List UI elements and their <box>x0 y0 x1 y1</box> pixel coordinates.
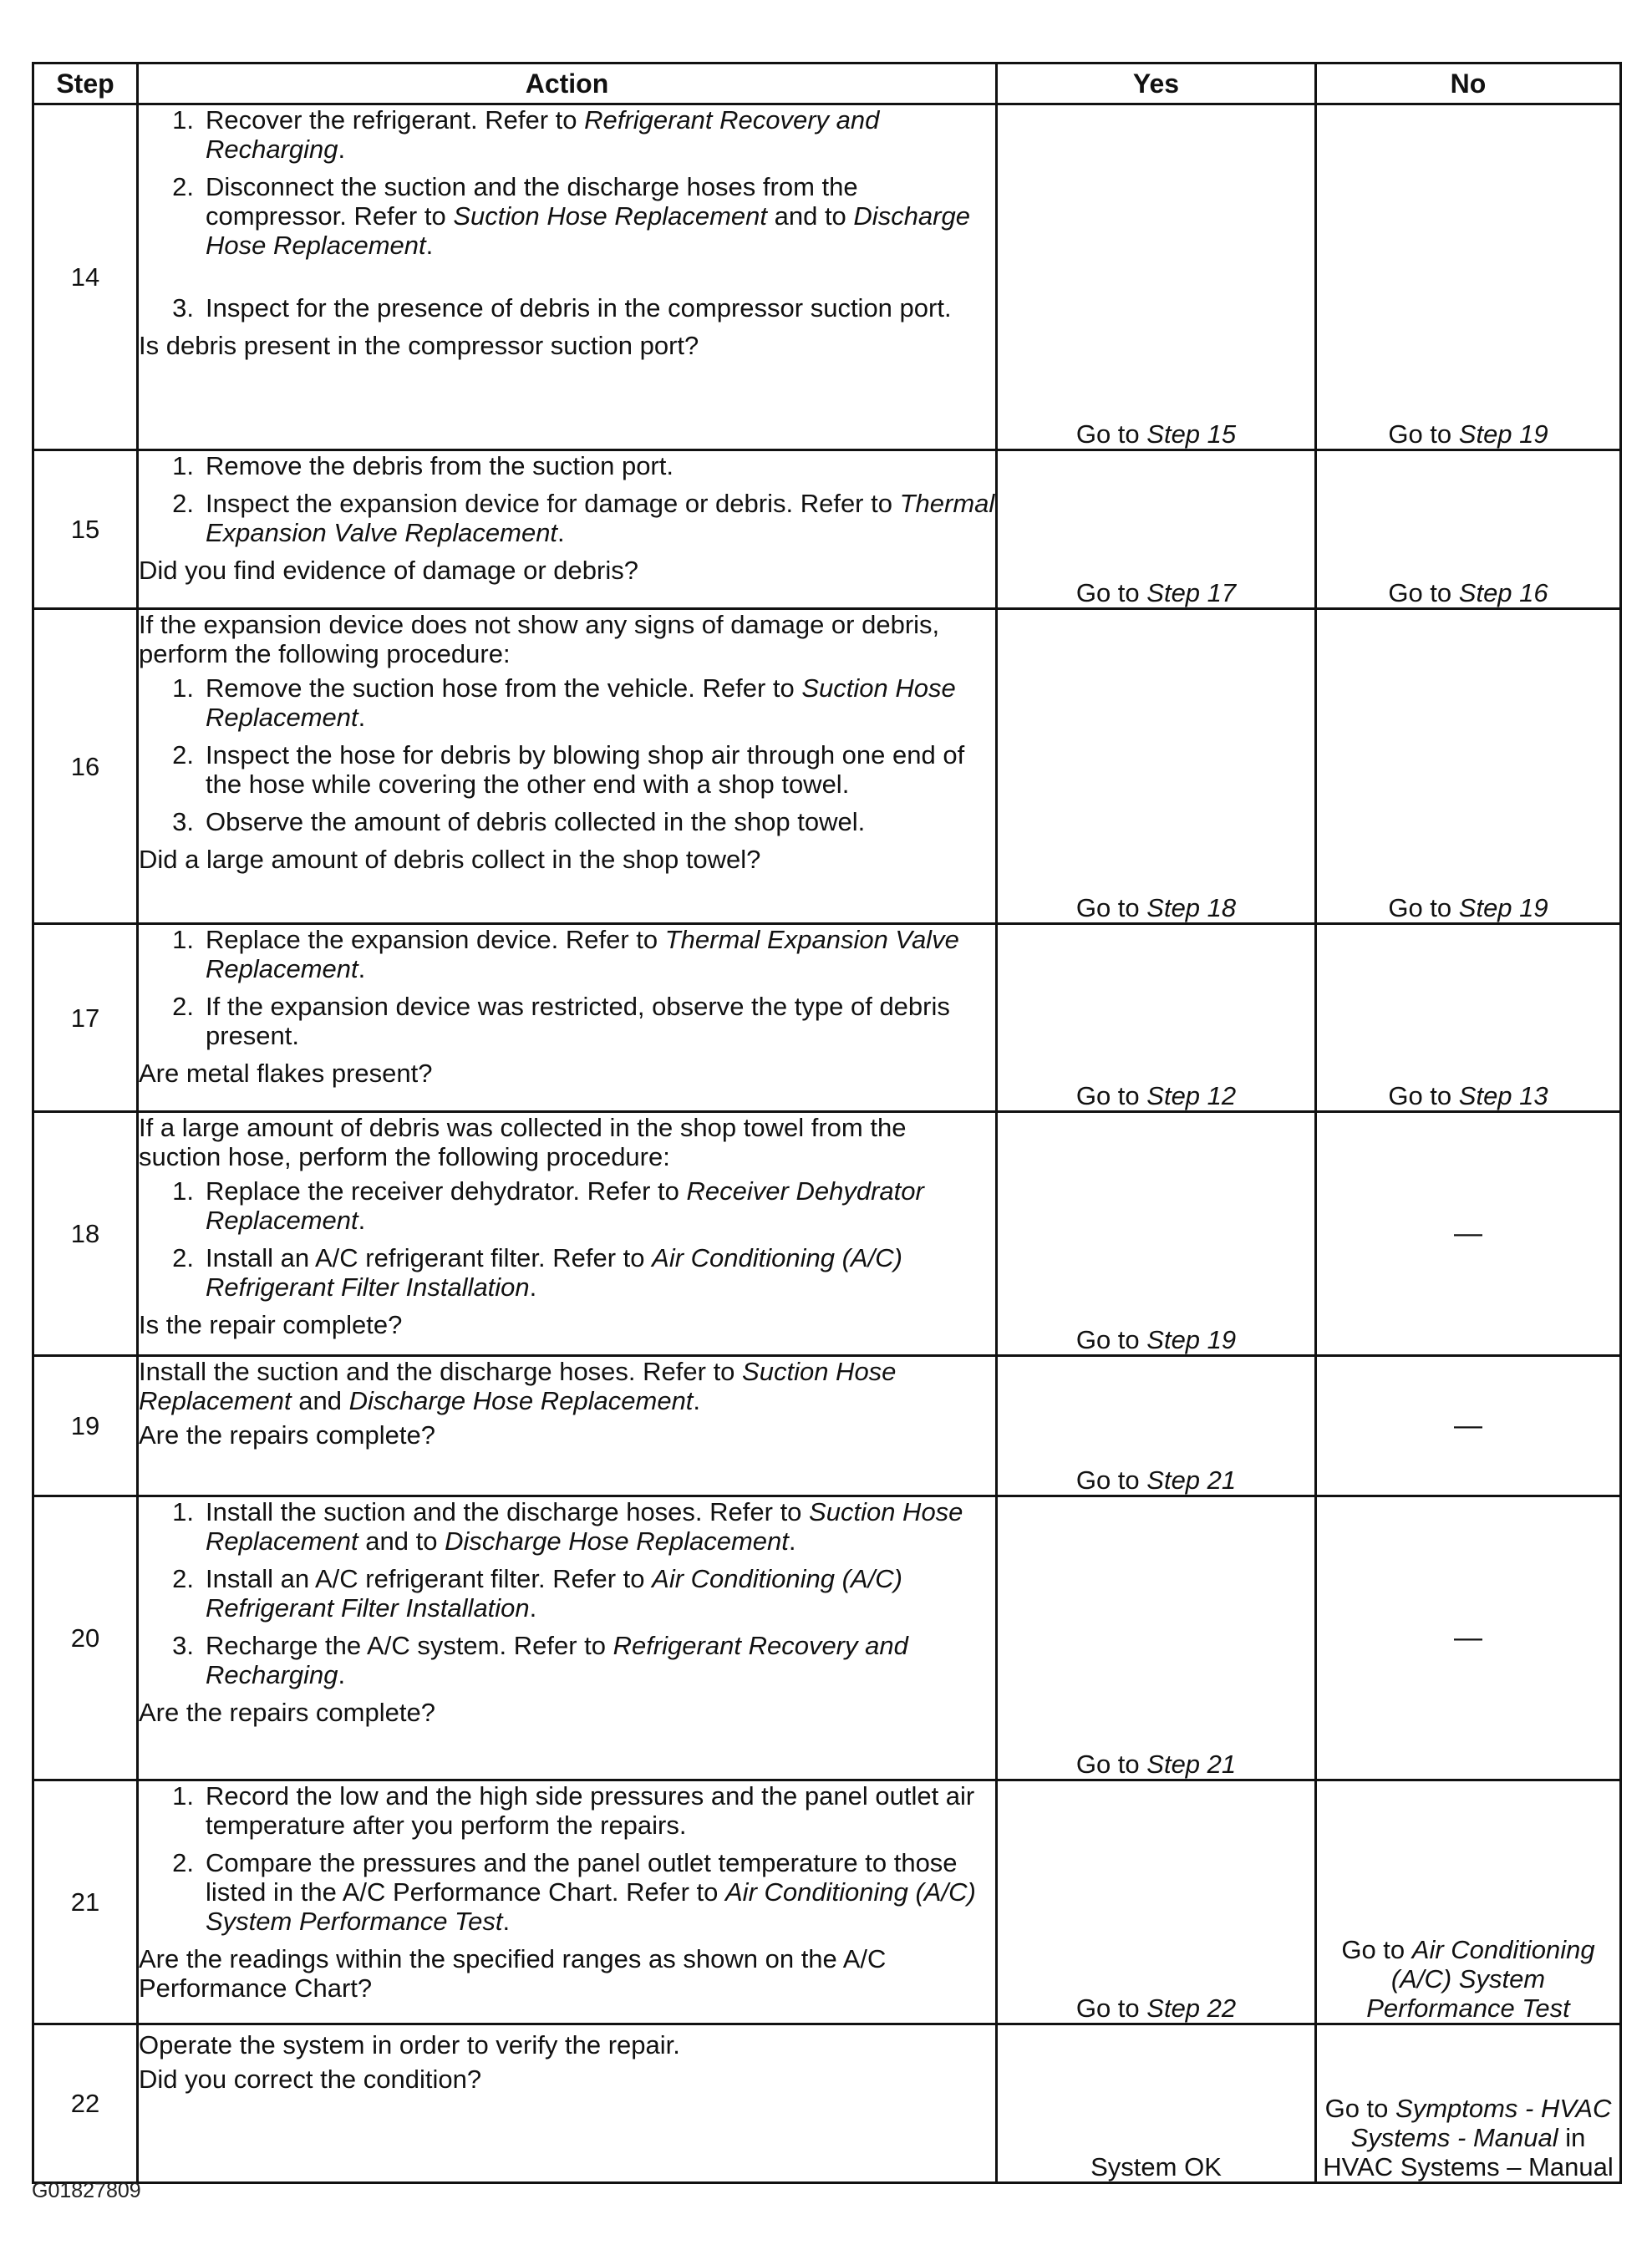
intro-text: If the expansion device does not show any signs of damage or debris, perform the following procedure: <box>139 610 940 668</box>
reference-link[interactable]: Refrigerant Recovery and Recharging <box>206 105 880 164</box>
list-item: 1. Remove the debris from the suction port. <box>172 451 674 480</box>
procedure-list <box>139 1497 995 1689</box>
step-link[interactable]: Step 18 <box>1146 893 1237 922</box>
table-row <box>33 1780 1621 2024</box>
procedure-list <box>139 105 995 323</box>
yes-cell: Go to Step 21 <box>997 1496 1316 1780</box>
header-action: Action <box>138 63 997 104</box>
step-link[interactable]: Step 13 <box>1458 1081 1548 1110</box>
list-item: 2. Inspect the hose for debris by blowing shop air through one end of the hose while covering the other end with a shop towel. <box>172 740 965 799</box>
table-row <box>33 1356 1621 1496</box>
list-item: 1. Install the suction and the discharge hoses. Refer to Suction Hose Replacement and to Discharge Hose Replacement. <box>172 1497 963 1556</box>
yes-cell: System OK <box>997 2024 1316 2183</box>
step-link[interactable]: Step 15 <box>1146 419 1237 449</box>
list-item: 1. Remove the suction hose from the vehicle. Refer to Suction Hose Replacement. <box>172 673 956 732</box>
question-text: Did you correct the condition? <box>139 2065 482 2094</box>
procedure-link[interactable]: Symptoms - HVAC Systems - Manual <box>1350 2094 1612 2152</box>
question-text: Is debris present in the compressor suction port? <box>139 331 699 360</box>
action-cell <box>138 104 997 450</box>
no-cell: Go to Step 19 <box>1316 104 1621 450</box>
step-number: 18 <box>33 1112 138 1356</box>
no-cell: — <box>1316 1496 1621 1780</box>
step-number: 16 <box>33 609 138 924</box>
procedure-list <box>139 673 995 836</box>
action-cell <box>138 1496 997 1780</box>
list-item: 1. Record the low and the high side pressures and the panel outlet air temperature after you perform the repairs. <box>172 1781 975 1840</box>
list-item: 3. Observe the amount of debris collected in the shop towel. <box>172 807 866 836</box>
question-text: Did a large amount of debris collect in the shop towel? <box>139 845 761 874</box>
table-row <box>33 1112 1621 1356</box>
yes-cell: Go to Step 17 <box>997 450 1316 609</box>
step-number: 15 <box>33 450 138 609</box>
step-link[interactable]: Step 17 <box>1146 578 1237 607</box>
step-link[interactable]: Step 19 <box>1146 1325 1237 1354</box>
reference-link[interactable]: Discharge Hose Replacement <box>445 1526 789 1556</box>
action-cell <box>138 1112 997 1356</box>
question-text: Are the repairs complete? <box>139 1420 435 1450</box>
action-cell <box>138 609 997 924</box>
list-item: 2. Install an A/C refrigerant filter. Refer to Air Conditioning (A/C) Refrigerant Filter Installation. <box>172 1564 902 1623</box>
procedure-list <box>139 451 995 547</box>
reference-link[interactable]: Thermal Expansion Valve Replacement <box>206 925 959 983</box>
reference-link[interactable]: Suction Hose Replacement <box>139 1357 897 1415</box>
header-yes: Yes <box>997 63 1316 104</box>
no-cell: — <box>1316 1112 1621 1356</box>
header-no: No <box>1316 63 1621 104</box>
step-link[interactable]: Step 19 <box>1458 419 1548 449</box>
step-number: 20 <box>33 1496 138 1780</box>
reference-link[interactable]: Air Conditioning (A/C) Refrigerant Filter Installation <box>206 1564 902 1623</box>
no-cell: Go to Symptoms - HVAC Systems - Manual in HVAC Systems – Manual <box>1316 2024 1621 2183</box>
table-row <box>33 104 1621 450</box>
procedure-list <box>139 1781 995 1936</box>
step-link[interactable]: Step 16 <box>1458 578 1548 607</box>
step-link[interactable]: Step 12 <box>1146 1081 1237 1110</box>
no-cell: — <box>1316 1356 1621 1496</box>
reference-link[interactable]: Refrigerant Recovery and Recharging <box>206 1631 908 1689</box>
reference-link[interactable]: Air Conditioning (A/C) System Performance Test <box>206 1877 976 1936</box>
table-row <box>33 1496 1621 1780</box>
reference-link[interactable]: Suction Hose Replacement <box>453 201 767 231</box>
reference-link[interactable]: Suction Hose Replacement <box>206 1497 963 1556</box>
table-row <box>33 924 1621 1112</box>
no-cell: Go to Step 19 <box>1316 609 1621 924</box>
table-row <box>33 2024 1621 2183</box>
table-row <box>33 450 1621 609</box>
list-item: 1. Recover the refrigerant. Refer to Refrigerant Recovery and Recharging. <box>172 105 880 164</box>
question-text: Is the repair complete? <box>139 1310 403 1339</box>
step-link[interactable]: Step 22 <box>1146 1994 1237 2023</box>
intro-text: If a large amount of debris was collected in the shop towel from the suction hose, perform the following procedure: <box>139 1113 907 1171</box>
reference-link[interactable]: Air Conditioning (A/C) Refrigerant Filter Installation <box>206 1243 902 1302</box>
question-text: Are metal flakes present? <box>139 1059 433 1088</box>
action-cell <box>138 450 997 609</box>
list-item: 2. Install an A/C refrigerant filter. Refer to Air Conditioning (A/C) Refrigerant Filter Installation. <box>172 1243 902 1302</box>
step-number: 14 <box>33 104 138 450</box>
yes-cell: Go to Step 15 <box>997 104 1316 450</box>
reference-link[interactable]: Discharge Hose Replacement <box>348 1386 694 1415</box>
instruction-text: Operate the system in order to verify the repair. <box>139 2030 680 2060</box>
list-item: 1. Replace the receiver dehydrator. Refer to Receiver Dehydrator Replacement. <box>172 1176 924 1235</box>
procedure-list <box>139 925 995 1050</box>
diagnostic-table <box>32 62 1622 2184</box>
list-item: 3. Recharge the A/C system. Refer to Refrigerant Recovery and Recharging. <box>172 1631 908 1689</box>
table-row <box>33 609 1621 924</box>
question-text: Did you find evidence of damage or debris? <box>139 556 638 585</box>
procedure-list <box>139 1176 995 1302</box>
step-number: 21 <box>33 1780 138 2024</box>
reference-link[interactable]: Suction Hose Replacement <box>206 673 956 732</box>
reference-link[interactable]: Receiver Dehydrator Replacement <box>206 1176 924 1235</box>
list-item: 2. Disconnect the suction and the discharge hoses from the compressor. Refer to Suction Hose Replacement and to Discharge Hose Replacement. <box>172 172 970 260</box>
yes-cell: Go to Step 12 <box>997 924 1316 1112</box>
step-number: 19 <box>33 1356 138 1496</box>
reference-link[interactable]: Discharge Hose Replacement <box>206 201 970 260</box>
figure-code: G01827809 <box>32 2179 141 2202</box>
procedure-link[interactable]: Air Conditioning (A/C) System Performance Test <box>1366 1935 1595 2023</box>
step-number: 17 <box>33 924 138 1112</box>
question-text: Are the repairs complete? <box>139 1698 435 1727</box>
yes-cell: Go to Step 18 <box>997 609 1316 924</box>
question-text: Are the readings within the specified ranges as shown on the A/C Performance Chart? <box>139 1944 887 2003</box>
list-item: 2. If the expansion device was restricted, observe the type of debris present. <box>172 992 950 1050</box>
diagnostic-table-page <box>32 62 1619 2184</box>
list-item: 2. Compare the pressures and the panel outlet temperature to those listed in the A/C Performance Chart. Refer to Air Conditioning (A/C) System Performance Test. <box>172 1848 976 1936</box>
yes-cell: Go to Step 19 <box>997 1112 1316 1356</box>
table-header-row <box>33 63 1621 104</box>
no-cell: Go to Step 16 <box>1316 450 1621 609</box>
action-cell <box>138 924 997 1112</box>
step-link[interactable]: Step 21 <box>1146 1750 1237 1779</box>
reference-link[interactable]: Thermal Expansion Valve Replacement <box>206 489 995 547</box>
action-cell <box>138 1356 997 1496</box>
step-link[interactable]: Step 21 <box>1146 1465 1237 1495</box>
list-item: 1. Replace the expansion device. Refer to Thermal Expansion Valve Replacement. <box>172 925 959 983</box>
no-cell: Go to Step 13 <box>1316 924 1621 1112</box>
header-step: Step <box>33 63 138 104</box>
step-link[interactable]: Step 19 <box>1458 893 1548 922</box>
yes-cell: Go to Step 21 <box>997 1356 1316 1496</box>
no-cell: Go to Air Conditioning (A/C) System Performance Test <box>1316 1780 1621 2024</box>
list-item: 2. Inspect the expansion device for damage or debris. Refer to Thermal Expansion Valve Replacement. <box>172 489 995 547</box>
yes-cell: Go to Step 22 <box>997 1780 1316 2024</box>
list-item: 3. Inspect for the presence of debris in the compressor suction port. <box>172 293 952 323</box>
action-cell <box>138 2024 997 2183</box>
instruction-text: Install the suction and the discharge hoses. Refer to Suction Hose Replacement and Discharge Hose Replacement. <box>139 1357 897 1415</box>
action-cell <box>138 1780 997 2024</box>
step-number: 22 <box>33 2024 138 2183</box>
